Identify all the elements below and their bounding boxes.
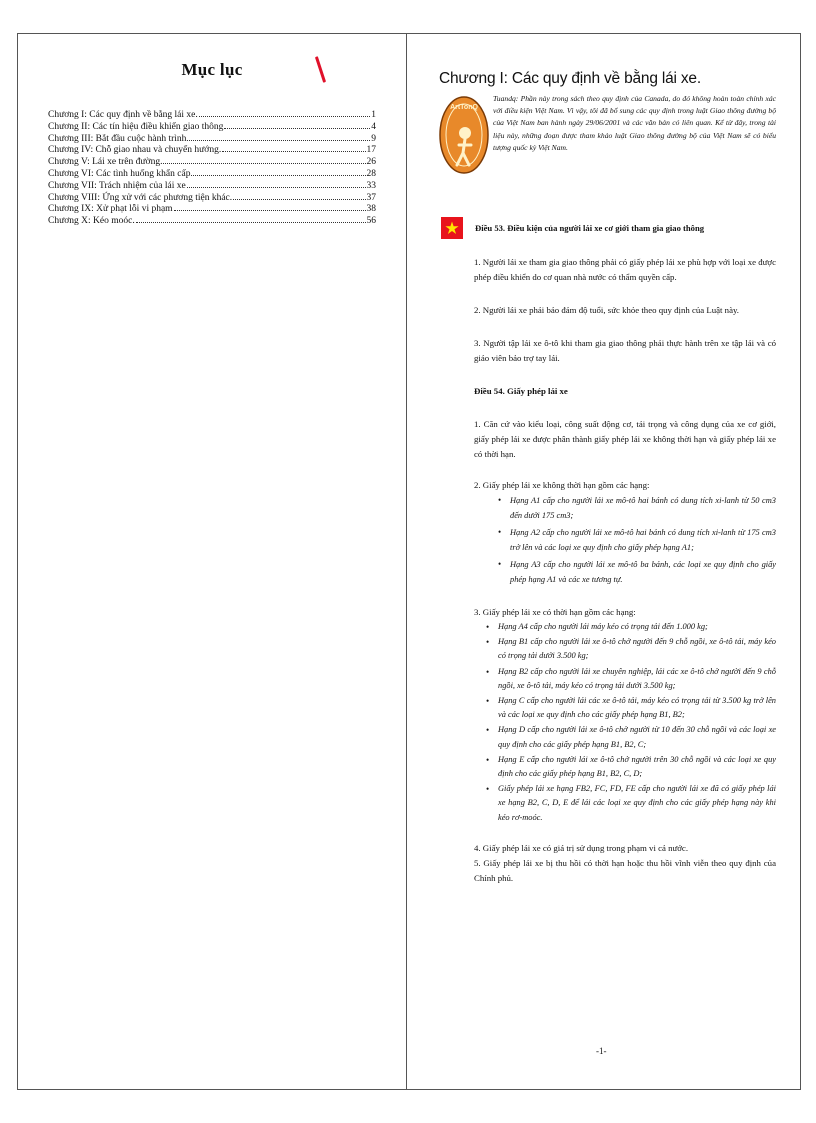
article-54-paragraph-4: 4. Giấy phép lái xe có giá trị sử dụng trong phạm vi cả nước.	[474, 842, 689, 853]
article-53-heading	[439, 217, 776, 239]
article-53-paragraph-2: 2. Người lái xe phải bảo đảm độ tuổi, sức khỏe theo quy định của Luật này.	[474, 305, 740, 315]
toc-entry-label: Chương VI: Các tình huống khẩn cấp	[48, 168, 191, 179]
toc-entry[interactable]	[48, 193, 376, 205]
toc-entry[interactable]	[48, 204, 376, 216]
toc-entry-label: Chương V: Lái xe trên đường.	[48, 157, 163, 168]
article-54-title: Điều 54. Giấy phép lái xe	[474, 386, 568, 396]
toc-leader-dots	[222, 150, 365, 152]
toc-entry-label: Chương VII: Trách nhiệm của lái xe	[48, 180, 186, 191]
toc-entry-page: 38	[366, 204, 376, 215]
toc-leader-dots	[224, 127, 370, 129]
page-divider	[406, 33, 407, 1089]
toc-entry[interactable]	[48, 157, 376, 169]
toc-entry-label: Chương IV: Chỗ giao nhau và chuyển hướng.	[48, 145, 222, 156]
permanent-license-item: • Hạng A3 cấp cho người lái xe mô-tô ba bánh, các loại xe quy định cho giấy phép hạng A1 và các xe tương tự.	[498, 557, 776, 587]
toc-entry-label: Chương I: Các quy định về bằng lái xe.	[48, 110, 198, 120]
toc-entry[interactable]	[48, 145, 376, 157]
temporary-license-item: • Hạng B1 cấp cho người lái xe ô-tô chở người đến 9 chỗ ngồi, xe ô-tô tải, máy kéo có trọng tải dưới 3.500 kg;	[486, 635, 776, 663]
toc-entry-page: 1	[371, 110, 376, 120]
article-53-paragraph-3: 3. Người tập lái xe ô-tô khi tham gia giao thông phải thực hành trên xe tập lái và có giáo viên bảo trợ tay lái.	[474, 338, 776, 363]
toc-leader-dots	[233, 198, 365, 200]
toc-leader-dots	[163, 162, 365, 164]
toc-entry-label: Chương III: Bắt đầu cuộc hành trình	[48, 133, 187, 144]
toc-entry[interactable]	[48, 169, 376, 181]
toc-leader-dots	[199, 115, 371, 117]
chapter-page	[439, 70, 776, 886]
intro-block	[439, 93, 776, 175]
article-54-paragraph-2: 2. Giấy phép lái xe không thời hạn gồm các hạng:	[474, 480, 650, 490]
intro-text: Tuandq: Phần này trong sách theo quy định của Canada, do đó không hoàn toàn chính xác với điều kiện Việt Nam. Vì vậy, tôi đã bổ sung các quy định trong luật Giao thông đường bộ của Việt Nam ban hành ngày 29/06/2001 và các văn bản có liên quan. Kể từ đây, trong tài liệu này, những đoạn được tham khảo luật Giao thông đường bộ của Việt Nam sẽ có biểu tượng quốc kỳ Việt Nam.	[493, 94, 776, 152]
vietnam-flag-icon	[441, 217, 463, 239]
toc-leader-dots	[136, 221, 366, 223]
permanent-license-list	[498, 493, 776, 587]
temporary-license-item: • Hạng B2 cấp cho người lái xe chuyên nghiệp, lái các xe ô-tô chở người đến 9 chỗ ngồi, xe ô-tô tải, máy kéo có trọng tải dưới 3.500 kg;	[486, 665, 776, 693]
toc-page	[48, 60, 376, 228]
toc-entry[interactable]	[48, 110, 376, 122]
temporary-license-list	[486, 620, 776, 825]
toc-entry[interactable]	[48, 181, 376, 193]
temporary-license-item: • Hạng C cấp cho người lái các xe ô-tô tải, máy kéo có trọng tải từ 3.500 kg trở lên và các loại xe quy định cho các giấy phép hạng B1, B2;	[486, 694, 776, 722]
toc-list	[48, 110, 376, 228]
toc-entry-label: Chương X: Kéo moóc.	[48, 216, 135, 227]
toc-entry-label: Chương VIII: Ứng xử với các phương tiện khác.	[48, 192, 233, 203]
toc-leader-dots	[174, 209, 366, 211]
toc-entry-label: Chương II: Các tín hiệu điều khiển giao thông	[48, 121, 224, 132]
toc-title: Mục lục	[181, 60, 243, 79]
toc-entry-page: 37	[366, 192, 376, 203]
toc-entry-label: Chương IX: Xử phạt lỗi vi phạm	[48, 204, 173, 215]
toc-entry[interactable]	[48, 216, 376, 228]
toc-leader-dots	[191, 174, 365, 176]
article-54-paragraph-5: 5. Giấy phép lái xe bị thu hồi có thời hạn hoặc thu hồi vĩnh viễn theo quy định của Chính phủ.	[474, 857, 776, 883]
toc-leader-dots	[187, 186, 366, 188]
logo-text: ArtTonQ	[450, 104, 478, 111]
toc-entry-page: 26	[366, 157, 376, 168]
toc-entry-page: 4	[371, 121, 376, 132]
toc-entry[interactable]	[48, 122, 376, 134]
article-54-paragraph-3: 3. Giấy phép lái xe có thời hạn gồm các hạng:	[474, 607, 636, 617]
article-53-paragraph-1: 1. Người lái xe tham gia giao thông phải có giấy phép lái xe phù hợp với loại xe được phép điều khiển do cơ quan nhà nước có thẩm quyền cấp.	[474, 257, 776, 282]
toc-entry-page: 33	[366, 180, 376, 191]
permanent-license-item: • Hạng A1 cấp cho người lái xe mô-tô hai bánh có dung tích xi-lanh từ 50 cm3 đến dưới 175 cm3;	[498, 493, 776, 523]
toc-entry[interactable]	[48, 134, 376, 146]
article-content	[474, 255, 776, 886]
temporary-license-item: • Hạng A4 cấp cho người lái máy kéo có trọng tải đến 1.000 kg;	[486, 620, 776, 634]
temporary-license-item: • Giấy phép lái xe hạng FB2, FC, FD, FE cấp cho người lái xe đã có giấy phép lái xe hạng B2, C, D, E để lái các loại xe quy định cho các giấy phép hạng này khi kéo rơ-moóc.	[486, 782, 776, 825]
toc-leader-dots	[187, 139, 370, 141]
toc-entry-page: 9	[371, 133, 376, 144]
author-logo-icon	[439, 95, 489, 175]
chapter-title: Chương I: Các quy định về bằng lái xe.	[439, 70, 701, 87]
article-53-title: Điều 53. Điều kiện của người lái xe cơ giới tham gia giao thông	[475, 223, 705, 233]
article-54-paragraph-1: 1. Căn cứ vào kiểu loại, công suất động cơ, tải trọng và công dụng của xe cơ giới, giấy phép lái xe được phân thành giấy phép lái xe không thời hạn và giấy phép lái xe có thời hạn.	[474, 419, 776, 459]
temporary-license-item: • Hạng D cấp cho người lái xe ô-tô chở người từ 10 đến 30 chỗ ngồi và các loại xe quy định cho các giấy phép hạng B1, B2, C;	[486, 723, 776, 751]
page-number: -1-	[596, 1046, 607, 1056]
toc-entry-page: 56	[366, 216, 376, 227]
permanent-license-item: • Hạng A2 cấp cho người lái xe mô-tô hai bánh có dung tích xi-lanh từ 175 cm3 trở lên và các loại xe quy định cho giấy phép hạng A1;	[498, 525, 776, 555]
toc-entry-page: 28	[366, 168, 376, 179]
temporary-license-item: • Hạng E cấp cho người lái xe ô-tô chở người trên 30 chỗ ngồi và các loại xe quy định cho các giấy phép hạng B1, B2, C, D;	[486, 753, 776, 781]
toc-entry-page: 17	[366, 145, 376, 156]
